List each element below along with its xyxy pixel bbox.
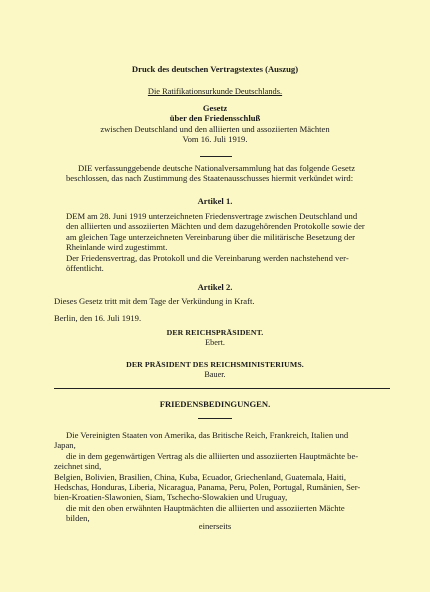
law-date: Vom 16. Juli 1919. (182, 134, 248, 145)
law-title-line-3: zwischen Deutschland und den alliierten und assoziierten Mächten (100, 123, 330, 134)
preamble-line: beschlossen, das nach Zustimmung des Staatenausschusses hiermit verkündet wird: (66, 173, 354, 184)
document-subtitle: Die Ratifikationsurkunde Deutschlands. (147, 87, 283, 96)
signature-title: DER PRÄSIDENT DES REICHSMINISTERIUMS. (126, 360, 304, 369)
treaty-line: zeichnet sind, (54, 461, 102, 472)
closing-word: einerseits (198, 521, 232, 531)
article-1-heading: Artikel 1. (197, 196, 233, 206)
article-1-line: den alliierten und assoziierten Mächten und dem dazugehörenden Protokolle sowie der (66, 221, 365, 232)
treaty-line: Die Vereinigten Staaten von Amerika, das Britische Reich, Frankreich, Italien und (66, 430, 349, 440)
signature-block-2 (0, 360, 430, 381)
article-1-line: DEM am 28. Juni 1919 unterzeichneten Friedensvertrage zwischen Deutschland und (66, 211, 358, 221)
treaty-line: bien-Kroatien-Slawonien, Siam, Tschecho-Slowakien und Uruguay, (54, 492, 288, 503)
treaty-line: Belgien, Bolivien, Brasilien, China, Kuba, Ecuador, Griechenland, Guatemala, Haiti, (54, 471, 346, 482)
treaty-preamble (54, 430, 390, 524)
article-2-heading: Artikel 2. (197, 282, 233, 292)
article-1-line: Der Friedensvertrag, das Protokoll und die Vereinbarung werden nachstehend ver- (66, 252, 349, 263)
treaty-line: die mit den oben erwähnten Hauptmächten die alliierten und assoziierten Mächte (66, 502, 345, 513)
article-2-body: Dieses Gesetz tritt mit dem Tage der Verkündung in Kraft. (54, 296, 255, 306)
place-and-date: Berlin, den 16. Juli 1919. (54, 313, 142, 323)
article-1-line: am gleichen Tage unterzeichneten Vereinbarung über die militärische Besetzung der (66, 231, 356, 242)
treaty-line: Japan, (54, 440, 76, 451)
divider-short-2 (198, 418, 232, 419)
law-title-line-1: Gesetz (202, 103, 228, 113)
signature-title: DER REICHSPRÄSIDENT. (166, 328, 264, 337)
document-title: Druck des deutschen Vertragstextes (Auszug) (131, 64, 299, 74)
law-title-line-2: über den Friedensschluß (169, 113, 261, 124)
signature-name: Ebert. (205, 338, 225, 348)
treaty-line: die in dem gegenwärtigen Vertrag als die alliierten und assoziierten Hauptmächte be- (66, 450, 359, 461)
treaty-line: Hedschas, Honduras, Liberia, Nicaragua, Panama, Peru, Polen, Portugal, Rumänien, Ser- (54, 482, 361, 493)
treaty-heading: FRIEDENSBEDINGUNGEN. (159, 399, 271, 409)
signature-block-1 (0, 328, 430, 349)
divider-long (54, 388, 390, 389)
article-1-body (66, 211, 386, 273)
treaty-line: bilden, (66, 513, 90, 524)
divider-short-1 (200, 156, 232, 157)
preamble-line: DIE verfassunggebende deutsche Nationalversammlung hat das folgende Gesetz (78, 163, 356, 173)
law-title-block (0, 103, 430, 145)
preamble-paragraph (66, 163, 386, 184)
article-1-line: Rheinlande wird zugestimmt. (66, 242, 168, 253)
article-1-line: öffentlicht. (66, 263, 104, 274)
signature-name: Bauer. (204, 370, 226, 380)
